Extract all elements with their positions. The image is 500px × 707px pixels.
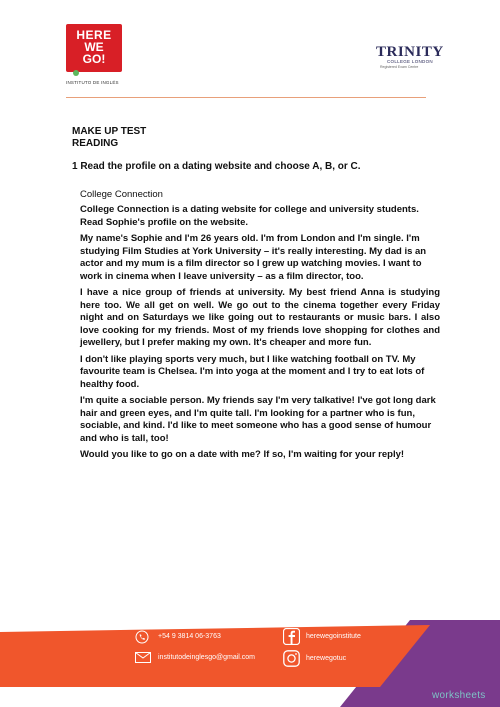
instagram-icon	[283, 650, 300, 667]
trinity-tagline: Registered Exam Centre	[380, 65, 419, 69]
title-line-2: READING	[72, 138, 119, 149]
logo-subtitle: INSTITUTO DE INGLÉS	[66, 80, 119, 85]
trinity-logo: TRINITY	[376, 44, 444, 60]
worksheets-watermark: worksheets	[432, 690, 486, 701]
reading-text	[80, 189, 440, 466]
trinity-subtitle: COLLEGE LONDON	[387, 59, 433, 64]
footer-background	[0, 620, 500, 707]
instagram-handle: herewegotuc	[306, 655, 347, 662]
facebook-icon	[283, 628, 300, 645]
logo-dot-icon	[73, 70, 79, 76]
phone-number: +54 9 3814 06-3763	[158, 633, 221, 640]
herewego-logo	[66, 24, 122, 72]
logo-line-2: WE	[84, 40, 104, 54]
exercise-instruction: 1 Read the profile on a dating website and choose A, B, or C.	[72, 161, 361, 172]
page-title	[72, 126, 146, 150]
paragraph-3: I don't like playing sports very much, but I like watching football on TV. My favourite team is Chelsea. I'm into yoga at the moment and I try to eat lots of healthy food.	[80, 353, 425, 390]
paragraph-5: Would you like to go on a date with me? If so, I'm waiting for your reply!	[80, 449, 405, 460]
logo-line-1: HERE	[76, 28, 112, 42]
email-icon	[135, 652, 151, 663]
email-address: institutodeinglesgo@gmail.com	[158, 654, 255, 661]
facebook-handle: herewegoinstitute	[306, 633, 361, 640]
logo-line-3: GO!	[82, 52, 106, 66]
phone-icon	[135, 630, 149, 644]
paragraph-2: I have a nice group of friends at university. My best friend Anna is studying here too. We all get on well. We go out to the cinema together every Friday night and on Saturdays we like going out to restaurants or music bars. I also love cooking for my friends. Most of my friends love shopping for clothes and jewellery, but I prefer making my own. It's cheaper and more fun.	[80, 287, 440, 348]
header-divider	[66, 97, 426, 98]
paragraph-4: I'm quite a sociable person. My friends say I'm very talkative! I've got long dark hair and green eyes, and I'm quite tall. I'm looking for a partner who is fun, sociable, and kind. I'd like to meet someone who has a good sense of humour and who is tall, too!	[80, 395, 436, 444]
paragraph-1: My name's Sophie and I'm 26 years old. I'm from London and I'm single. I'm studying Film Studies at York University – it's really interesting. My dad is an actor and my mum is a film director so I grew up watching movies. I want to work in cinema when I leave university – as a film director, too.	[80, 233, 427, 282]
title-line-1: MAKE UP TEST	[72, 126, 147, 137]
footer	[0, 620, 500, 707]
site-name: College Connection	[80, 189, 163, 200]
paragraph-intro: College Connection is a dating website for college and university students. Read Sophie's profile on the website.	[80, 204, 419, 228]
